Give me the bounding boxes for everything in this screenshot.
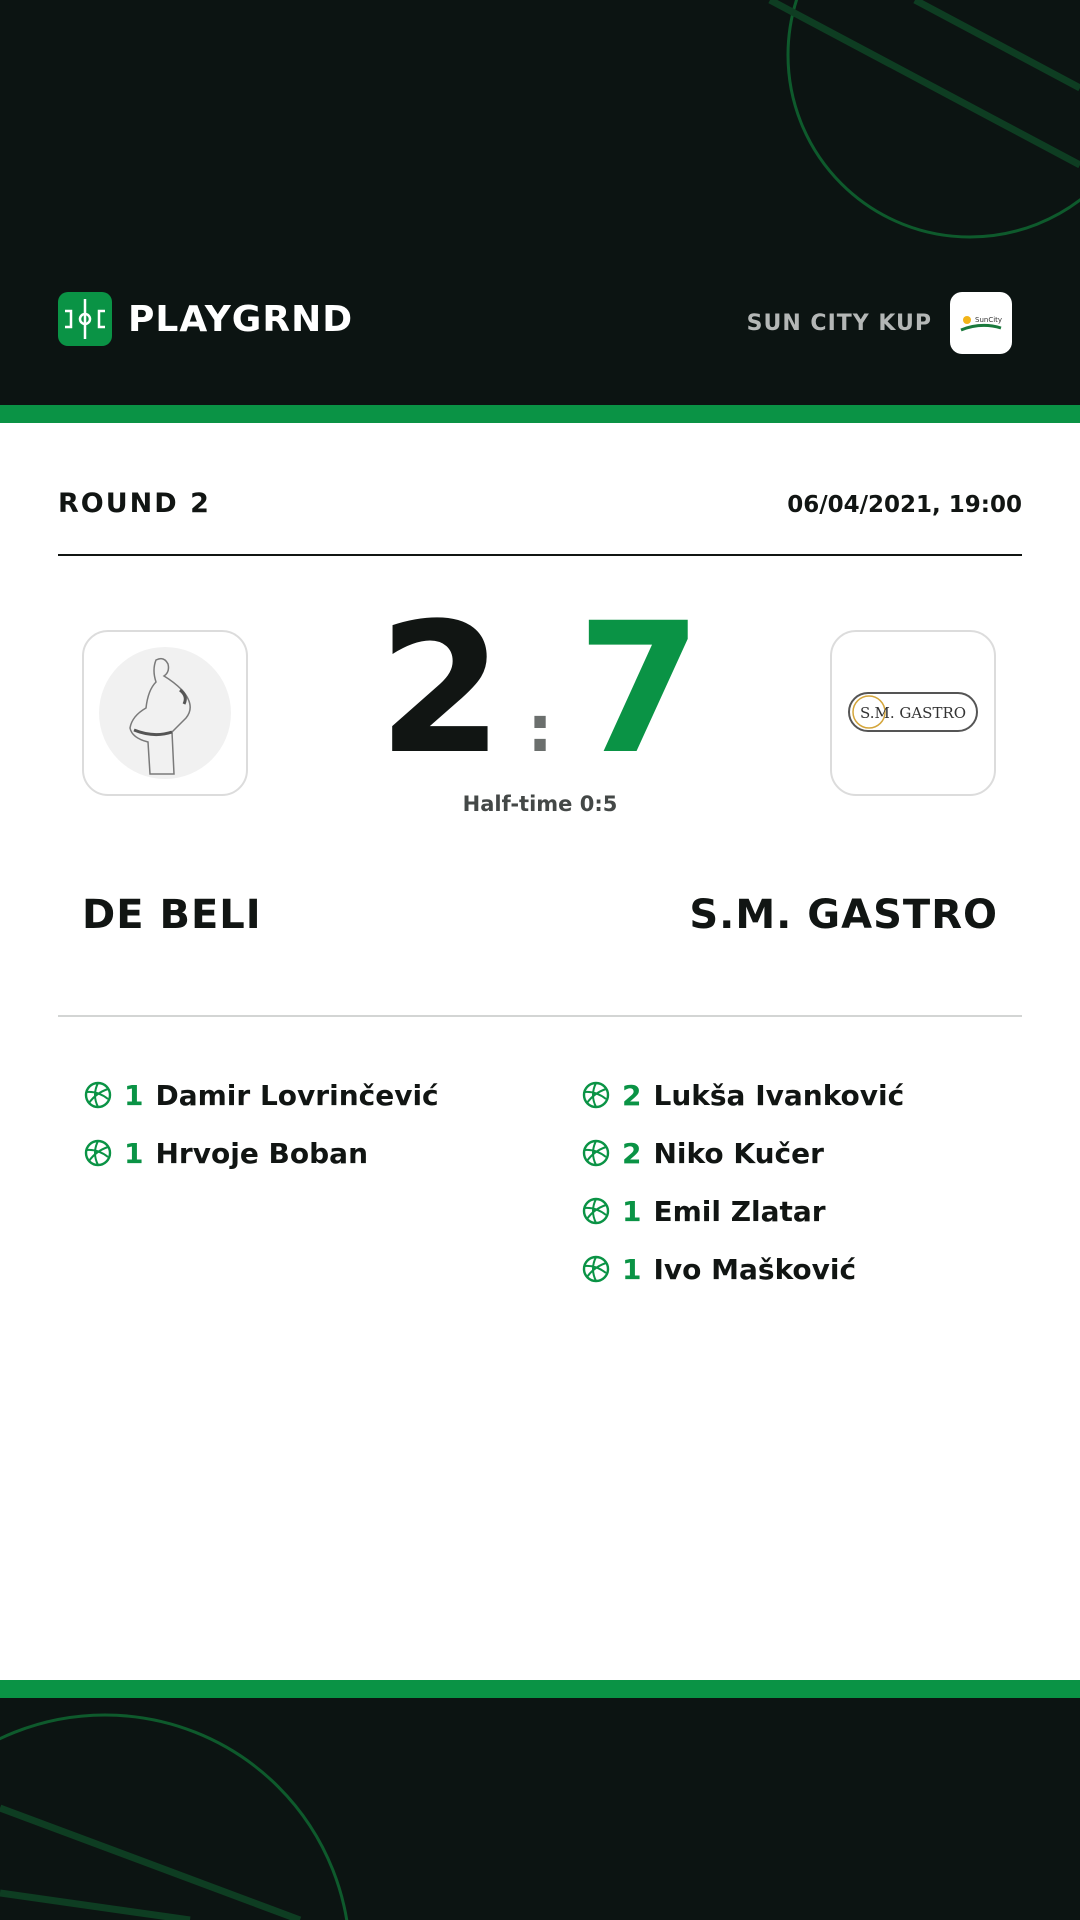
- scorer-name: Hrvoje Boban: [155, 1136, 368, 1170]
- footer-stripe: [0, 1680, 1080, 1698]
- goal-count: 1: [124, 1136, 144, 1170]
- svg-text:S.M. GASTRO: S.M. GASTRO: [859, 704, 967, 722]
- divider: [58, 1015, 1022, 1017]
- scorer-row: [582, 1124, 904, 1182]
- ball-icon: [582, 1197, 610, 1225]
- score-separator: :: [527, 693, 553, 767]
- goal-count: 2: [622, 1078, 642, 1112]
- goal-count: 2: [622, 1136, 642, 1170]
- home-team-name: DE BELI: [82, 892, 262, 938]
- pitch-icon: [58, 292, 112, 346]
- away-score: 7: [576, 585, 703, 794]
- away-team-name: S.M. GASTRO: [689, 892, 998, 938]
- ball-icon: [84, 1081, 112, 1109]
- home-team-logo: [82, 630, 248, 796]
- brand: [58, 292, 353, 346]
- halftime-score: Half-time 0:5: [462, 792, 618, 816]
- scorer-row: [84, 1124, 439, 1182]
- scorer-name: Niko Kučer: [653, 1136, 824, 1170]
- scorer-row: [84, 1066, 439, 1124]
- footer-band: [0, 1698, 1080, 1920]
- ball-icon: [582, 1139, 610, 1167]
- tournament-logo: [950, 292, 1012, 354]
- header-stripe: [0, 405, 1080, 423]
- brand-name: PLAYGRND: [128, 298, 354, 340]
- sun-icon: [957, 308, 1005, 338]
- tournament-name: SUN CITY KUP: [746, 310, 932, 336]
- scorer-row: [582, 1182, 904, 1240]
- ball-icon: [582, 1255, 610, 1283]
- scorer-name: Emil Zlatar: [653, 1194, 826, 1228]
- scorer-row: [582, 1240, 904, 1298]
- round-label: ROUND 2: [58, 488, 211, 519]
- ball-icon: [84, 1139, 112, 1167]
- svg-text:SunCity: SunCity: [975, 316, 1003, 324]
- scorer-row: [582, 1066, 904, 1124]
- goal-count: 1: [124, 1078, 144, 1112]
- home-score: 2: [377, 585, 504, 794]
- scorer-name: Lukša Ivanković: [653, 1078, 905, 1112]
- player-sketch-icon: [98, 646, 232, 780]
- tournament: [747, 292, 1012, 354]
- pitch-lines-decoration: [0, 1698, 1080, 1920]
- home-scorers: [84, 1066, 439, 1182]
- goal-count: 1: [622, 1252, 642, 1286]
- away-team-logo: [830, 630, 996, 796]
- ball-icon: [582, 1081, 610, 1109]
- goal-count: 1: [622, 1194, 642, 1228]
- away-scorers: [582, 1066, 904, 1298]
- scorer-name: Damir Lovrinčević: [155, 1078, 439, 1112]
- header-band: [0, 0, 1080, 405]
- scorer-name: Ivo Mašković: [653, 1252, 857, 1286]
- divider: [58, 554, 1022, 556]
- scoreboard: [340, 585, 740, 794]
- match-datetime: 06/04/2021, 19:00: [787, 492, 1022, 518]
